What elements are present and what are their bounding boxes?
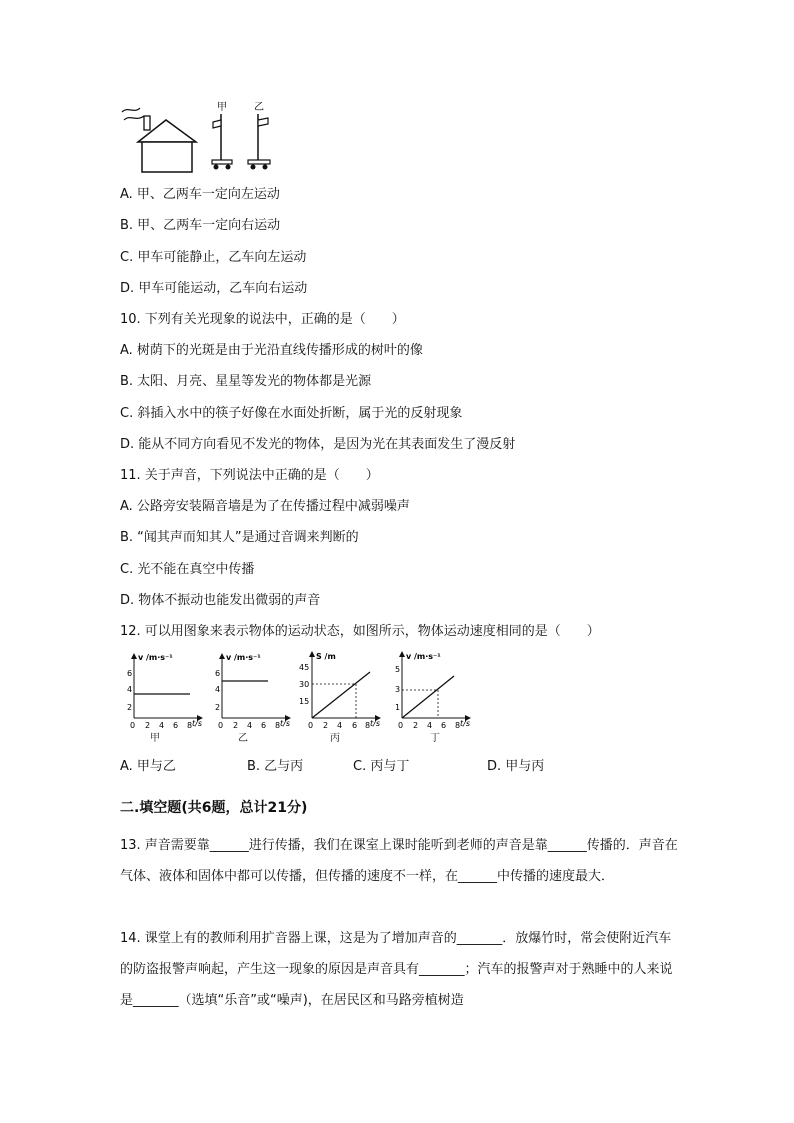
q11-option-d: D. 物体不振动也能发出微弱的声音	[120, 593, 321, 608]
q10-option-c: C. 斜插入水中的筷子好像在水面处折断，属于光的反射现象	[120, 406, 463, 421]
graph-yi-xtick: 6	[261, 721, 267, 730]
q12-stem: 12. 可以用图象来表示物体的运动状态，如图所示，物体运动速度相同的是（ ）	[120, 624, 600, 639]
q12-option-d: D. 甲与丙	[487, 759, 545, 774]
q10-stem: 10. 下列有关光现象的说法中，正确的是（ ）	[120, 312, 405, 327]
graph-jia-ylabel: v /m·s⁻¹	[138, 653, 173, 662]
graph-bing	[299, 652, 380, 730]
graph-ding-ytick: 5	[395, 665, 401, 674]
q10-option-b: B. 太阳、月亮、星星等发光的物体都是光源	[120, 374, 372, 389]
q9-option-c: C. 甲车可能静止，乙车向左运动	[120, 250, 307, 265]
graph-yi-xtick: 2	[233, 721, 239, 730]
graph-jia-xtick: 2	[145, 721, 151, 730]
q9-figure	[118, 100, 288, 175]
q11-option-a: A. 公路旁安装隔音墙是为了在传播过程中减弱噪声	[120, 499, 410, 514]
q10-option-a: A. 树荫下的光斑是由于光沿直线传播形成的树叶的像	[120, 343, 423, 358]
q9-option-b: B. 甲、乙两车一定向右运动	[120, 218, 281, 233]
q9-option-a: A. 甲、乙两车一定向左运动	[120, 187, 280, 202]
graph-name-yi: 乙	[238, 733, 248, 744]
graph-yi	[215, 653, 290, 730]
graph-bing-ytick: 45	[299, 663, 310, 672]
q11-option-c: C. 光不能在真空中传播	[120, 562, 255, 577]
graph-ding-xtick: 8	[455, 721, 461, 730]
graph-yi-ytick: 6	[215, 669, 221, 678]
graph-ding	[395, 652, 470, 730]
q13-text: 13. 声音需要靠______进行传播，我们在课室上课时能听到老师的声音是靠______传播的．声音在气体、液体和固体中都可以传播，但传播的速度不一样，在______中传播的速度最大．	[120, 838, 678, 884]
graph-jia-xtick: 8	[187, 721, 193, 730]
graph-bing-xunit: t/s	[370, 719, 380, 728]
graph-jia	[127, 653, 202, 730]
graph-yi-xtick: 0	[218, 721, 224, 730]
graph-ding-xtick: 4	[427, 721, 433, 730]
graph-ding-xtick: 2	[413, 721, 419, 730]
graph-yi-xtick: 8	[275, 721, 281, 730]
graph-ding-ytick: 3	[395, 685, 401, 694]
graph-yi-ytick: 4	[215, 685, 221, 694]
q12-option-a: A. 甲与乙	[120, 759, 176, 774]
q10-option-d: D. 能从不同方向看见不发光的物体，是因为光在其表面发生了漫反射	[120, 437, 516, 452]
graph-jia-ytick: 4	[127, 685, 133, 694]
graph-name-bing: 丙	[330, 733, 340, 744]
label-yi: 乙	[254, 102, 264, 113]
graph-ding-ytick: 1	[395, 703, 401, 712]
graph-ding-xunit: t/s	[460, 719, 470, 728]
label-jia: 甲	[217, 102, 227, 113]
graph-bing-ytick: 15	[299, 697, 310, 706]
graph-bing-xtick: 4	[337, 721, 343, 730]
graph-jia-xtick: 0	[130, 721, 136, 730]
graph-bing-ylabel: S /m	[316, 652, 336, 661]
graph-ding-ylabel: v /m·s⁻¹	[406, 652, 441, 661]
q12-graphs	[118, 648, 498, 738]
graph-bing-xtick: 0	[308, 721, 314, 730]
section-2-heading: 二.填空题(共6题，总计21分)	[120, 800, 308, 816]
graph-bing-ytick: 30	[299, 680, 310, 689]
graph-bing-xtick: 8	[365, 721, 371, 730]
graph-ding-xtick: 6	[441, 721, 447, 730]
graph-jia-ytick: 6	[127, 669, 133, 678]
graph-name-ding: 丁	[430, 733, 440, 744]
graph-bing-xtick: 2	[323, 721, 329, 730]
q9-option-d: D. 甲车可能运动，乙车向右运动	[120, 281, 308, 296]
graph-bing-xtick: 6	[352, 721, 358, 730]
graph-jia-xtick: 4	[159, 721, 165, 730]
q11-option-b: B. “闻其声而知其人”是通过音调来判断的	[120, 530, 359, 545]
graph-yi-xtick: 4	[247, 721, 253, 730]
graph-yi-ytick: 2	[215, 703, 221, 712]
graph-jia-ytick: 2	[127, 703, 133, 712]
graph-yi-xunit: t/s	[280, 719, 290, 728]
graph-yi-ylabel: v /m·s⁻¹	[226, 653, 261, 662]
graph-jia-xtick: 6	[173, 721, 179, 730]
graph-jia-xunit: t/s	[192, 719, 202, 728]
graph-ding-xtick: 0	[398, 721, 404, 730]
q11-stem: 11. 关于声音，下列说法中正确的是（ ）	[120, 468, 379, 483]
q14-text: 14. 课堂上有的教师利用扩音器上课，这是为了增加声音的_______．放爆竹时，常会使附近汽车的防盗报警声响起，产生这一现象的原因是声音具有_______；汽车的报警声对于熟睡中的人来说是_______（选填“乐音”或“噪声)，在居民区和马路旁植树造	[120, 931, 673, 1008]
q12-option-c: C. 丙与丁	[353, 759, 410, 774]
graph-name-jia: 甲	[150, 733, 160, 744]
q12-option-b: B. 乙与丙	[247, 759, 304, 774]
